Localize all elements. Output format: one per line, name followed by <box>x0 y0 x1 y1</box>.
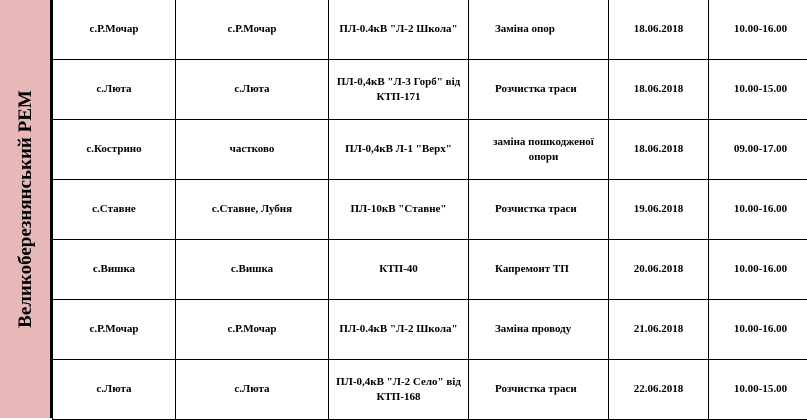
date-cell: 21.06.2018 <box>609 300 709 360</box>
table-row <box>53 120 807 180</box>
settlement-cell: с.Ставне <box>53 180 176 240</box>
line-cell: КТП-40 <box>329 240 469 300</box>
date-cell: 18.06.2018 <box>609 60 709 120</box>
time-cell: 10.00-16.00 <box>709 240 807 300</box>
work-cell: Розчистка траси <box>469 60 609 120</box>
date-cell: 19.06.2018 <box>609 180 709 240</box>
work-cell: Заміна проводу <box>469 300 609 360</box>
region-label: Великоберезнянський РЕМ <box>15 90 37 328</box>
settlement-cell: с.Люта <box>53 60 176 120</box>
settlement-cell: с.Вишка <box>53 240 176 300</box>
time-cell: 10.00-16.00 <box>709 300 807 360</box>
table-row <box>53 60 807 120</box>
area-cell: с.Ставне, Лубня <box>176 180 329 240</box>
time-cell: 10.00-15.00 <box>709 360 807 420</box>
settlement-cell: с.Люта <box>53 360 176 420</box>
schedule-table <box>52 0 807 420</box>
work-cell: Капремонт ТП <box>469 240 609 300</box>
date-cell: 20.06.2018 <box>609 240 709 300</box>
area-cell: с.Р.Мочар <box>176 0 329 60</box>
area-cell: с.Вишка <box>176 240 329 300</box>
date-cell: 18.06.2018 <box>609 0 709 60</box>
time-cell: 10.00-15.00 <box>709 60 807 120</box>
line-cell: ПЛ-0.4кВ "Л-2 Школа" <box>329 300 469 360</box>
table-row <box>53 0 807 60</box>
settlement-cell: с.Р.Мочар <box>53 0 176 60</box>
work-cell: Розчистка траси <box>469 180 609 240</box>
area-cell: с.Люта <box>176 60 329 120</box>
table-row <box>53 360 807 420</box>
work-cell: Розчистка траси <box>469 360 609 420</box>
area-cell: частково <box>176 120 329 180</box>
date-cell: 18.06.2018 <box>609 120 709 180</box>
line-cell: ПЛ-0,4кВ Л-1 "Верх" <box>329 120 469 180</box>
work-cell: Заміна опор <box>469 0 609 60</box>
table-row <box>53 300 807 360</box>
region-column <box>0 0 52 418</box>
time-cell: 10.00-16.00 <box>709 180 807 240</box>
settlement-cell: с.Кострино <box>53 120 176 180</box>
table-row <box>53 240 807 300</box>
time-cell: 09.00-17.00 <box>709 120 807 180</box>
line-cell: ПЛ-0.4кВ "Л-2 Школа" <box>329 0 469 60</box>
line-cell: ПЛ-0,4кВ "Л-2 Село" від КТП-168 <box>329 360 469 420</box>
work-cell: заміна пошкодженої опори <box>469 120 609 180</box>
area-cell: с.Р.Мочар <box>176 300 329 360</box>
time-cell: 10.00-16.00 <box>709 0 807 60</box>
table-row <box>53 180 807 240</box>
settlement-cell: с.Р.Мочар <box>53 300 176 360</box>
date-cell: 22.06.2018 <box>609 360 709 420</box>
area-cell: с.Люта <box>176 360 329 420</box>
line-cell: ПЛ-10кВ "Ставне" <box>329 180 469 240</box>
line-cell: ПЛ-0,4кВ "Л-3 Горб" від КТП-171 <box>329 60 469 120</box>
